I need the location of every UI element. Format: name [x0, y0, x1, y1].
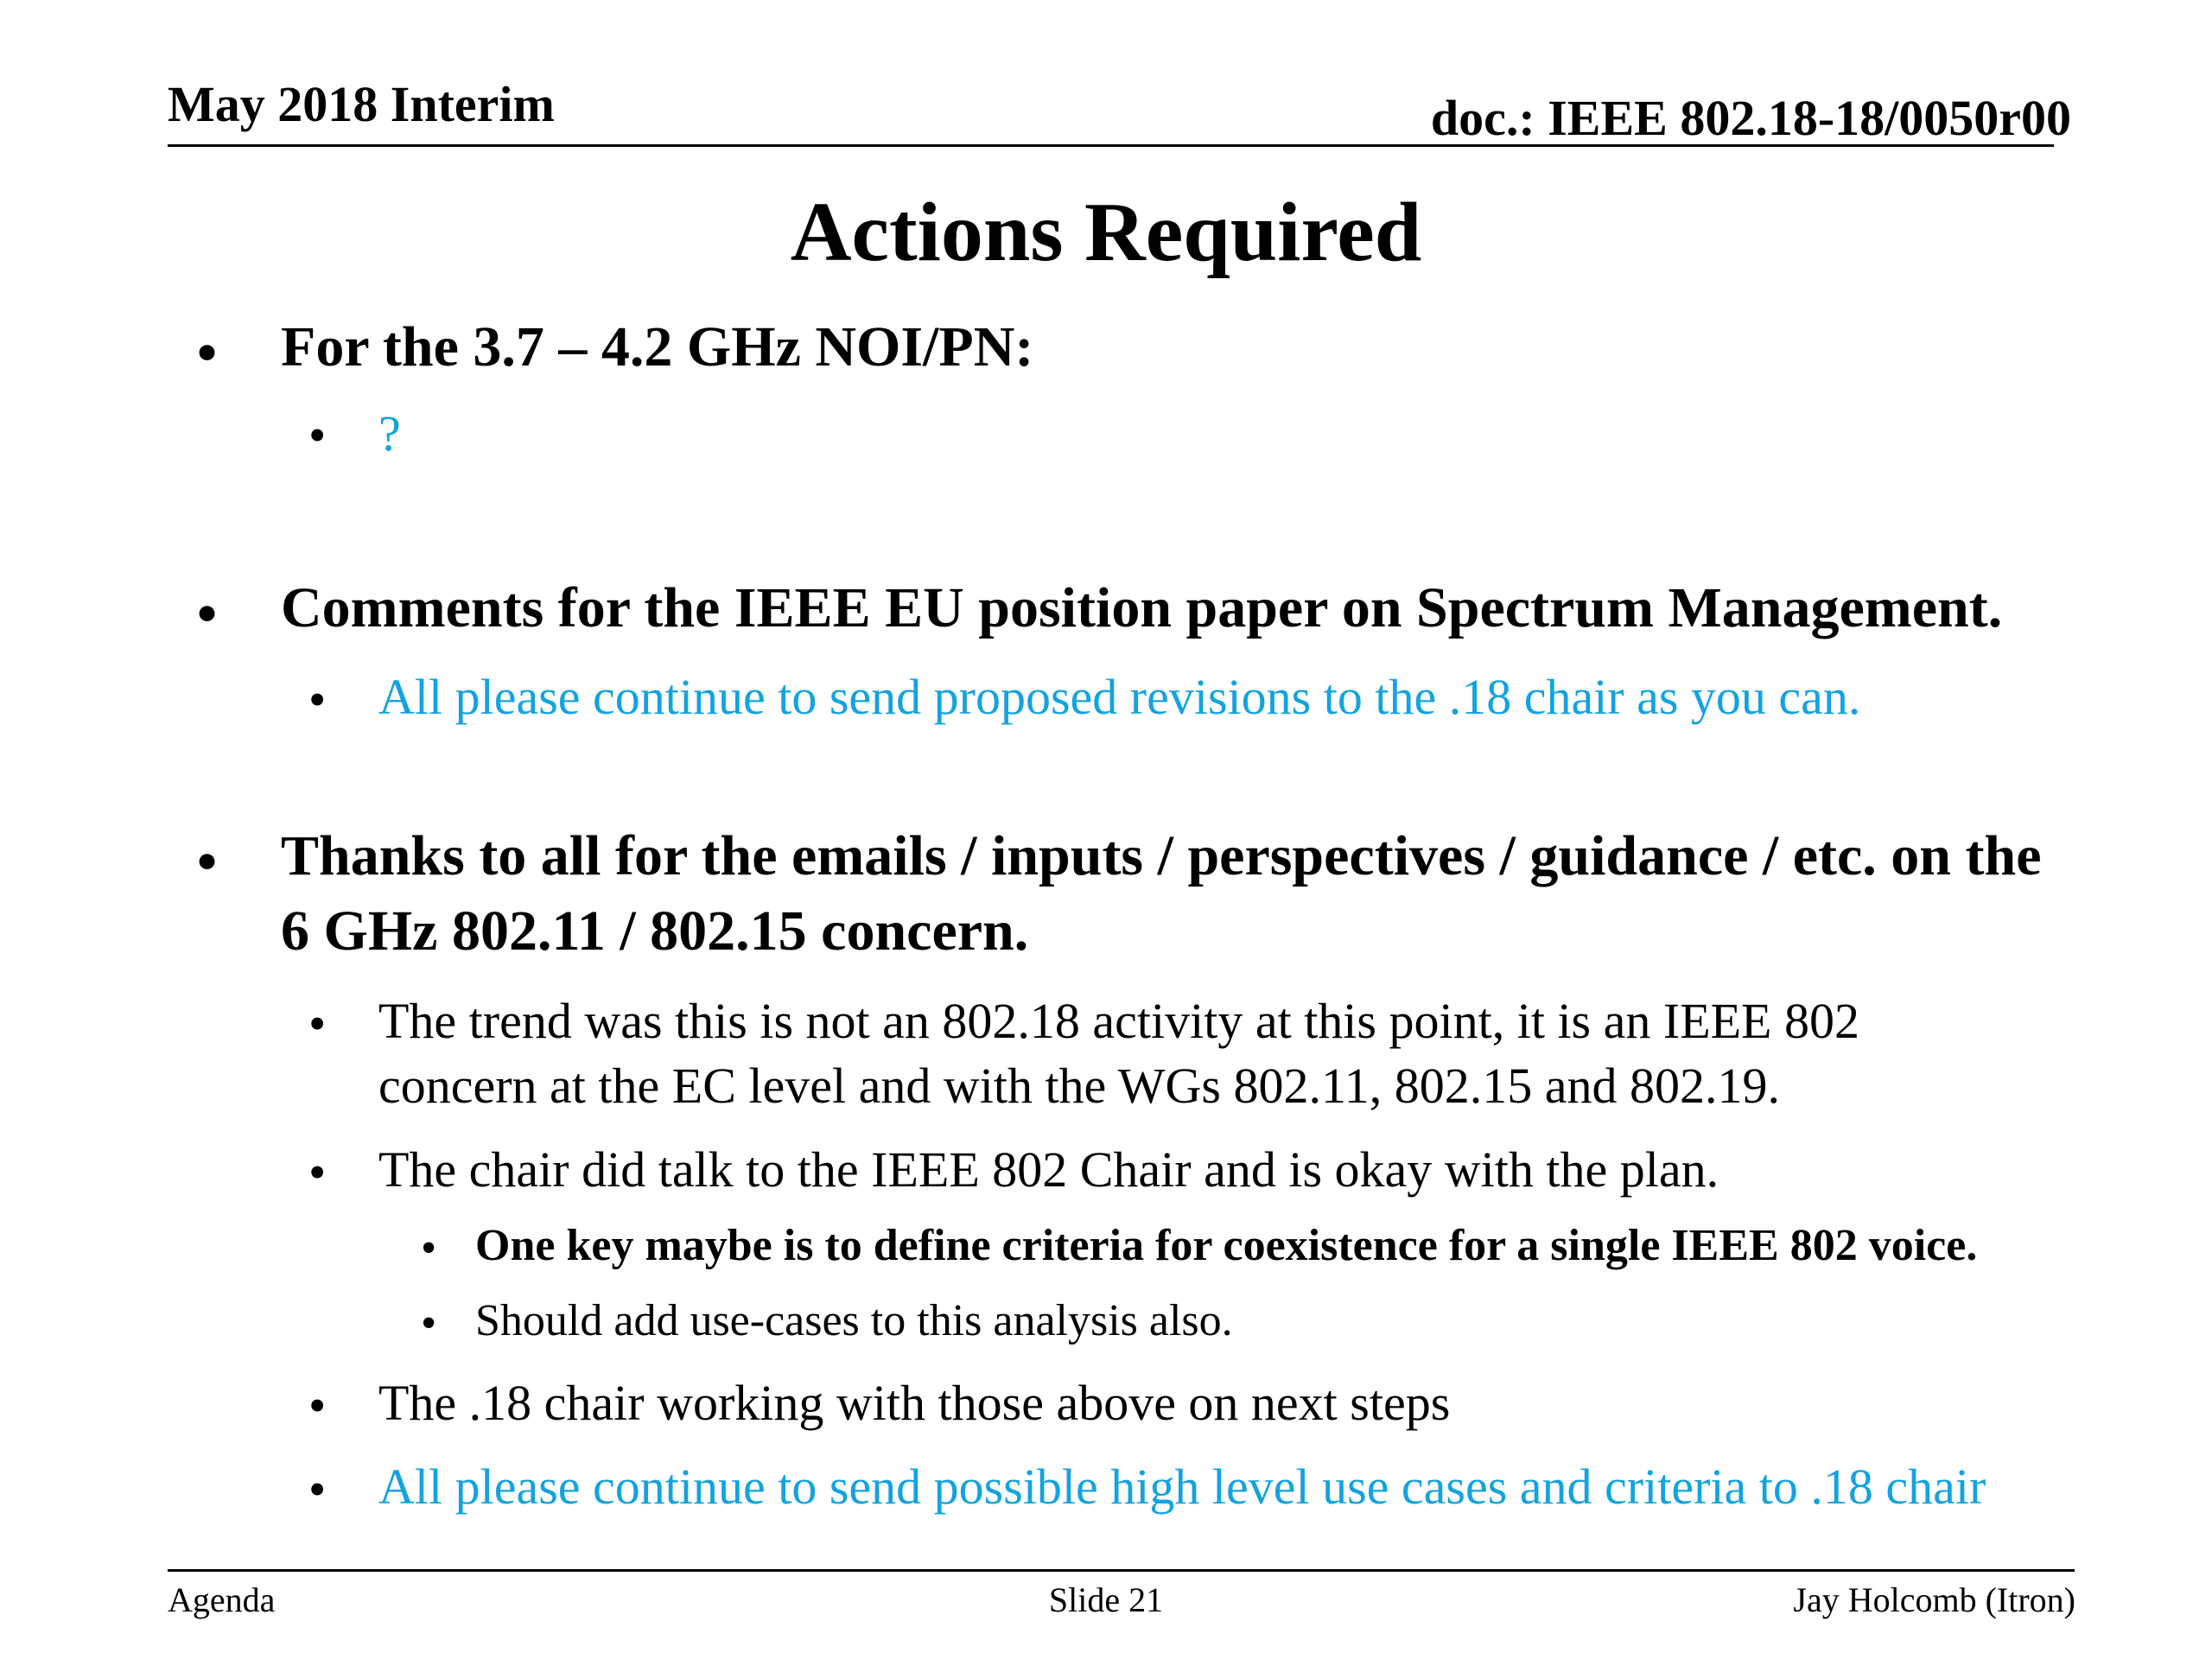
bullet-icon: •	[308, 1461, 327, 1517]
section-2-heading: Comments for the IEEE EU position paper on Spectrum Management.	[281, 576, 2003, 639]
header-right: doc.: IEEE 802.18-18/0050r00	[1430, 90, 2071, 146]
footer-right: Jay Holcomb (Itron)	[1793, 1580, 2075, 1619]
bullet-icon: •	[197, 582, 218, 645]
bullet-icon: •	[308, 995, 327, 1052]
section-3-sub-4: All please continue to send possible high level use cases and criteria to .18 chair	[378, 1459, 1986, 1515]
bullet-icon: •	[308, 671, 327, 728]
section-3-heading-line-1: Thanks to all for the emails / inputs / perspectives / guidance / etc. on the	[281, 824, 2042, 887]
section-1-heading: For the 3.7 – 4.2 GHz NOI/PN:	[281, 315, 1034, 378]
section-3-sub-2-sub-1: One key maybe is to define criteria for coexistence for a single IEEE 802 voice.	[475, 1221, 1978, 1270]
bullet-icon: •	[421, 1299, 437, 1348]
footer-divider	[168, 1569, 2075, 1572]
header-left: May 2018 Interim	[168, 76, 555, 132]
section-3-heading-line-2: 6 GHz 802.11 / 802.15 concern.	[281, 899, 1029, 963]
bullet-icon: •	[197, 321, 218, 385]
section-3-sub-2: The chair did talk to the IEEE 802 Chair and is okay with the plan.	[378, 1141, 1719, 1198]
bullet-icon: •	[308, 1144, 327, 1200]
footer-left: Agenda	[168, 1580, 276, 1619]
bullet-icon: •	[308, 407, 327, 463]
section-3-sub-3: The .18 chair working with those above on next steps	[378, 1375, 1451, 1431]
bullet-icon: •	[308, 1377, 327, 1433]
bullet-icon: •	[421, 1224, 437, 1273]
section-3-sub-1-line-2: concern at the EC level and with the WGs 802.11, 802.15 and 802.19.	[378, 1058, 1781, 1114]
section-1-sub-1: ?	[378, 405, 401, 461]
slide-number: Slide 21	[1048, 1580, 1164, 1619]
section-3-sub-1-line-1: The trend was this is not an 802.18 activity at this point, it is an IEEE 802	[378, 993, 1859, 1049]
section-3-sub-2-sub-2: Should add use-cases to this analysis also.	[475, 1296, 1233, 1345]
header-divider	[168, 144, 2054, 147]
slide-title: Actions Required	[790, 186, 1422, 279]
section-2-sub-1: All please continue to send proposed revisions to the .18 chair as you can.	[378, 669, 1861, 725]
bullet-icon: •	[197, 830, 218, 893]
